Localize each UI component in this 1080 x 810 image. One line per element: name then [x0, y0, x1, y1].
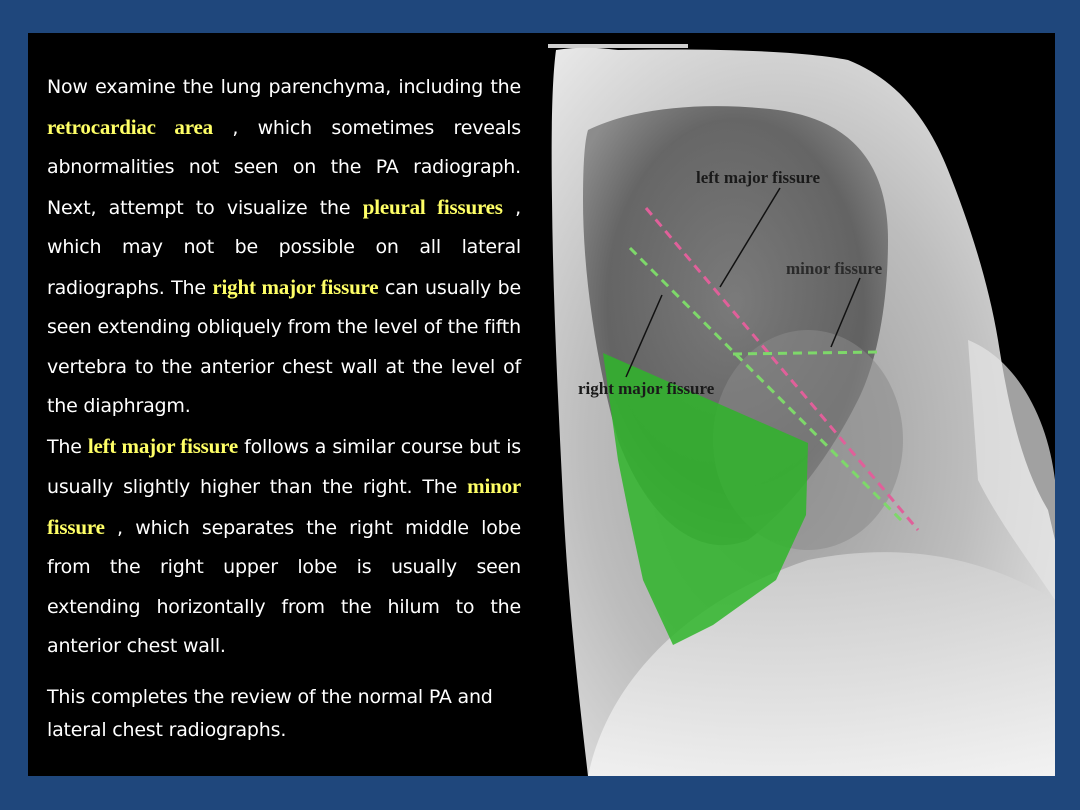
highlight-right-major-fissure: right major fissure: [212, 274, 379, 299]
text-segment: can usually be seen extending obliquely from the level of the fifth vertebra to the anterior chest wall at the level of the diaphragm.: [47, 276, 521, 417]
highlight-retrocardiac-area: retrocardiac area: [47, 114, 213, 139]
paragraph-left-major-fissure: [47, 427, 521, 667]
text-segment: The: [47, 435, 88, 458]
text-segment: Now examine the lung parenchyma, including the: [47, 76, 521, 98]
text-panel: [47, 68, 521, 747]
paragraph-parenchyma: [47, 68, 521, 427]
radiograph-illustration: [548, 40, 1055, 776]
paragraph-conclusion: This completes the review of the normal PA and lateral chest radiographs.: [47, 685, 493, 741]
text-segment: follows a similar course but is usually slightly higher than the right. The: [47, 435, 522, 498]
label-minor-fissure: minor fissure: [786, 259, 883, 278]
text-segment: , which sometimes reveals abnormalities not seen on the PA radiograph. Next, attempt to visualize the: [47, 116, 521, 219]
highlight-left-major-fissure: left major fissure: [87, 433, 238, 458]
xray-top-edge: [548, 44, 688, 48]
text-segment: , which separates the right middle lobe from the right upper lobe is usually seen extending horizontally from the hilum to the anterior chest wall.: [47, 516, 521, 657]
highlight-minor-fissure: minor fissure: [47, 474, 521, 539]
label-left-major-fissure: left major fissure: [696, 168, 821, 187]
label-right-major-fissure: right major fissure: [578, 379, 715, 398]
highlight-pleural-fissures: pleural fissures: [362, 194, 503, 219]
text-segment: , which may not be possible on all lateral radiographs. The: [47, 196, 521, 299]
lateral-chest-radiograph: [548, 40, 1055, 776]
